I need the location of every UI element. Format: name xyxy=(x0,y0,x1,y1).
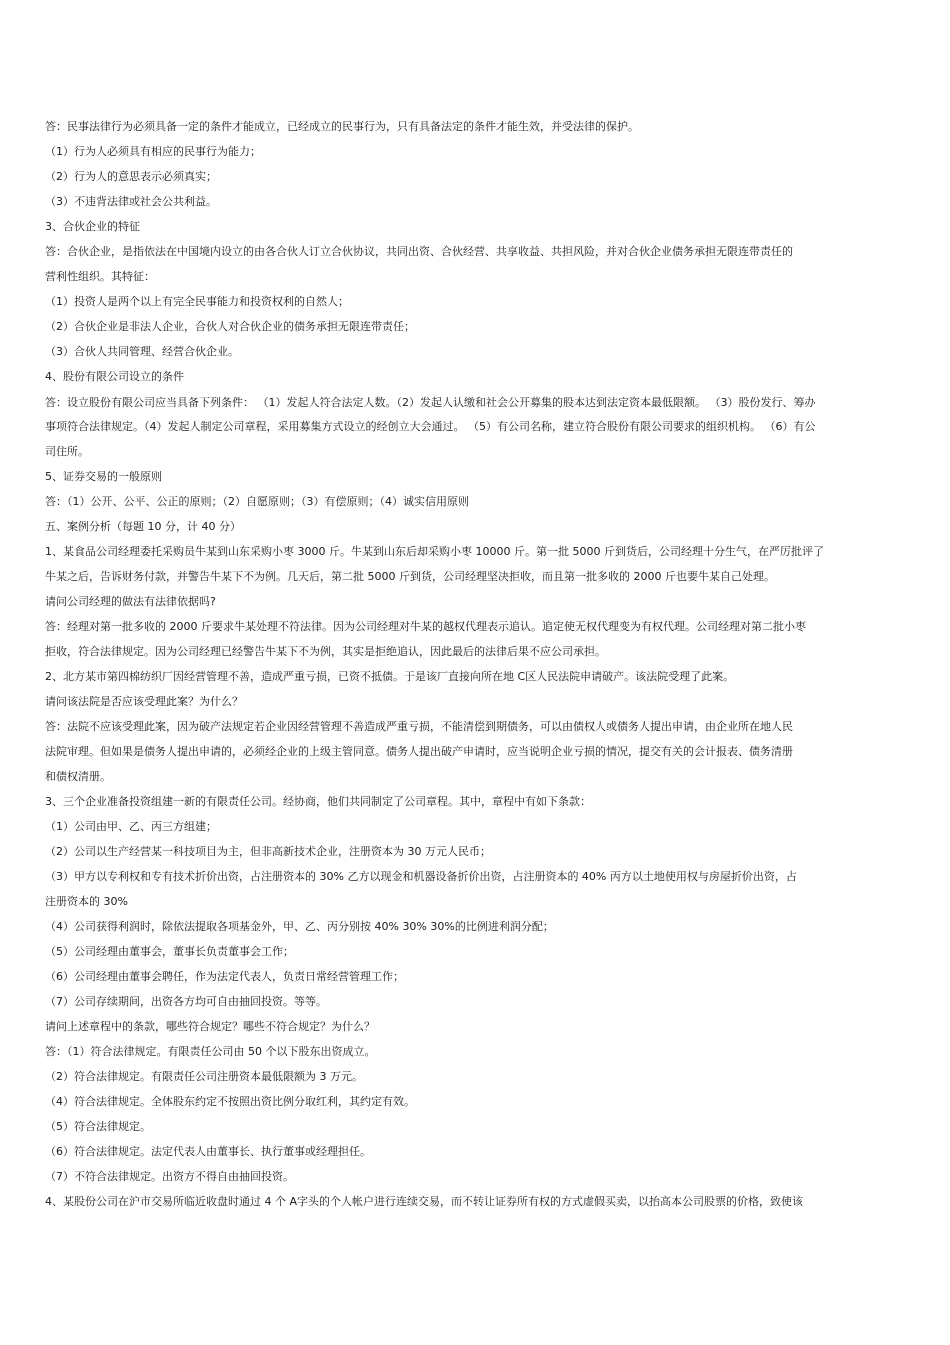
question-3-heading: 3、合伙企业的特征 xyxy=(45,220,140,233)
condition-item-3: （3）不违背法律或社会公共利益。 xyxy=(45,195,217,208)
section-5-heading: 五、案例分析（每题 10 分，计 40 分） xyxy=(45,520,241,533)
case-3-clause-3-line-2: 注册资本的 30% xyxy=(45,895,128,908)
case-2-answer-line-2: 法院审理。但如果是债务人提出申请的，必须经企业的上级主管同意。债务人提出破产申请时，应当说明企业亏损的情况，提交有关的会计报表、债务清册 xyxy=(45,745,793,758)
case-1-line-1: 1、某食品公司经理委托采购员牛某到山东采购小枣 3000 斤。牛某到山东后却采购小枣 10000 斤。第一批 5000 斤到货后，公司经理十分生气，在严厉批评了 xyxy=(45,545,824,558)
answer-joint-stock-line-3: 司住所。 xyxy=(45,445,89,458)
case-2-line-1: 2、北方某市第四棉纺织厂因经营管理不善，造成严重亏损，已资不抵债。于是该厂直接向所在地 C区人民法院申请破产。该法院受理了此案。 xyxy=(45,670,735,683)
answer-partnership-line-1: 答：合伙企业，是指依法在中国境内设立的由各合伙人订立合伙协议，共同出资、合伙经营、共享收益、共担风险，并对合伙企业债务承担无限连带责任的 xyxy=(45,245,793,258)
case-3-clause-1: （1）公司由甲、乙、丙三方组建； xyxy=(45,820,217,833)
case-3-answer-2: （2）符合法律规定。有限责任公司注册资本最低限额为 3 万元。 xyxy=(45,1070,363,1083)
case-2-answer-line-1: 答：法院不应该受理此案，因为破产法规定若企业因经营管理不善造成严重亏损，不能清偿到期债务，可以由债权人或债务人提出申请，由企业所在地人民 xyxy=(45,720,793,733)
partnership-item-3: （3）合伙人共同管理、经营合伙企业。 xyxy=(45,345,239,358)
answer-partnership-line-2: 营利性组织。其特征： xyxy=(45,270,155,283)
case-1-line-2: 牛某之后，告诉财务付款，并警告牛某下不为例。几天后，第二批 5000 斤到货，公司经理坚决拒收，而且第一批多收的 2000 斤也要牛某自己处理。 xyxy=(45,570,775,583)
condition-item-2: （2）行为人的意思表示必须真实； xyxy=(45,170,217,183)
case-2-answer-line-3: 和债权清册。 xyxy=(45,770,111,783)
case-2-question: 请问该法院是否应该受理此案？为什么？ xyxy=(45,695,243,708)
question-4-heading: 4、股份有限公司设立的条件 xyxy=(45,370,184,383)
case-3-clause-5: （5）公司经理由董事会，董事长负责董事会工作； xyxy=(45,945,294,958)
case-3-clause-4: （4）公司获得利润时，除依法提取各项基金外，甲、乙、丙分别按 40% 30% 30%的比例进利润分配； xyxy=(45,920,554,933)
case-3-clause-2: （2）公司以生产经营某一科技项目为主，但非高新技术企业，注册资本为 30 万元人民币； xyxy=(45,845,491,858)
case-3-answer-7: （7）不符合法律规定。出资方不得自由抽回投资。 xyxy=(45,1170,294,1183)
case-3-answer-4: （4）符合法律规定。全体股东约定不按照出资比例分取红利，其约定有效。 xyxy=(45,1095,415,1108)
case-3-line-1: 3、三个企业准备投资组建一新的有限责任公司。经协商，他们共同制定了公司章程。其中，章程中有如下条款： xyxy=(45,795,591,808)
case-3-answer-5: （5）符合法律规定。 xyxy=(45,1120,151,1133)
case-3-answer-1: 答：（1）符合法律规定。有限责任公司由 50 个以下股东出资成立。 xyxy=(45,1045,376,1058)
answer-joint-stock-line-2: 事项符合法律规定。（4）发起人制定公司章程，采用募集方式设立的经创立大会通过。 （5）有公司名称，建立符合股份有限公司要求的组织机构。 （6）有公 xyxy=(45,420,816,433)
question-5-heading: 5、证券交易的一般原则 xyxy=(45,470,162,483)
answer-civil-act: 答：民事法律行为必须具备一定的条件才能成立，已经成立的民事行为，只有具备法定的条件才能生效，并受法律的保护。 xyxy=(45,120,639,133)
answer-joint-stock-line-1: 答：设立股份有限公司应当具备下列条件： （1）发起人符合法定人数。（2）发起人认缴和社会公开募集的股本达到法定资本最低限额。 （3）股份发行、筹办 xyxy=(45,396,816,409)
case-1-question: 请问公司经理的做法有法律依据吗? xyxy=(45,595,216,608)
case-4-line-1: 4、某股份公司在沪市交易所临近收盘时通过 4 个 A字头的个人帐户进行连续交易，而不转让证券所有权的方式虚假买卖，以抬高本公司股票的价格，致使该 xyxy=(45,1195,804,1208)
condition-item-1: （1）行为人必须具有相应的民事行为能力； xyxy=(45,145,261,158)
case-1-answer-line-2: 拒收，符合法律规定。因为公司经理已经警告牛某下不为例，其实是拒绝追认，因此最后的法律后果不应公司承担。 xyxy=(45,645,606,658)
case-3-answer-6: （6）符合法律规定。法定代表人由董事长、执行董事或经理担任。 xyxy=(45,1145,371,1158)
case-3-clause-6: （6）公司经理由董事会聘任，作为法定代表人，负责日常经营管理工作； xyxy=(45,970,404,983)
partnership-item-1: （1）投资人是两个以上有完全民事能力和投资权利的自然人； xyxy=(45,295,349,308)
case-3-question: 请问上述章程中的条款，哪些符合规定？哪些不符合规定？为什么？ xyxy=(45,1020,375,1033)
partnership-item-2: （2）合伙企业是非法人企业，合伙人对合伙企业的债务承担无限连带责任； xyxy=(45,320,415,333)
case-1-answer-line-1: 答：经理对第一批多收的 2000 斤要求牛某处理不符法律。因为公司经理对牛某的越权代理表示追认。追定使无权代理变为有权代理。公司经理对第二批小枣 xyxy=(45,620,806,633)
case-3-clause-3-line-1: （3）甲方以专利权和专有技术折价出资，占注册资本的 30% 乙方以现金和机器设备折价出资，占注册资本的 40% 丙方以土地使用权与房屋折价出资，占 xyxy=(45,870,797,883)
answer-securities-principles: 答：（1）公开、公平、公正的原则；（2）自愿原则；（3）有偿原则；（4）诚实信用原则 xyxy=(45,495,469,508)
case-3-clause-7: （7）公司存续期间，出资各方均可自由抽回投资。等等。 xyxy=(45,995,327,1008)
